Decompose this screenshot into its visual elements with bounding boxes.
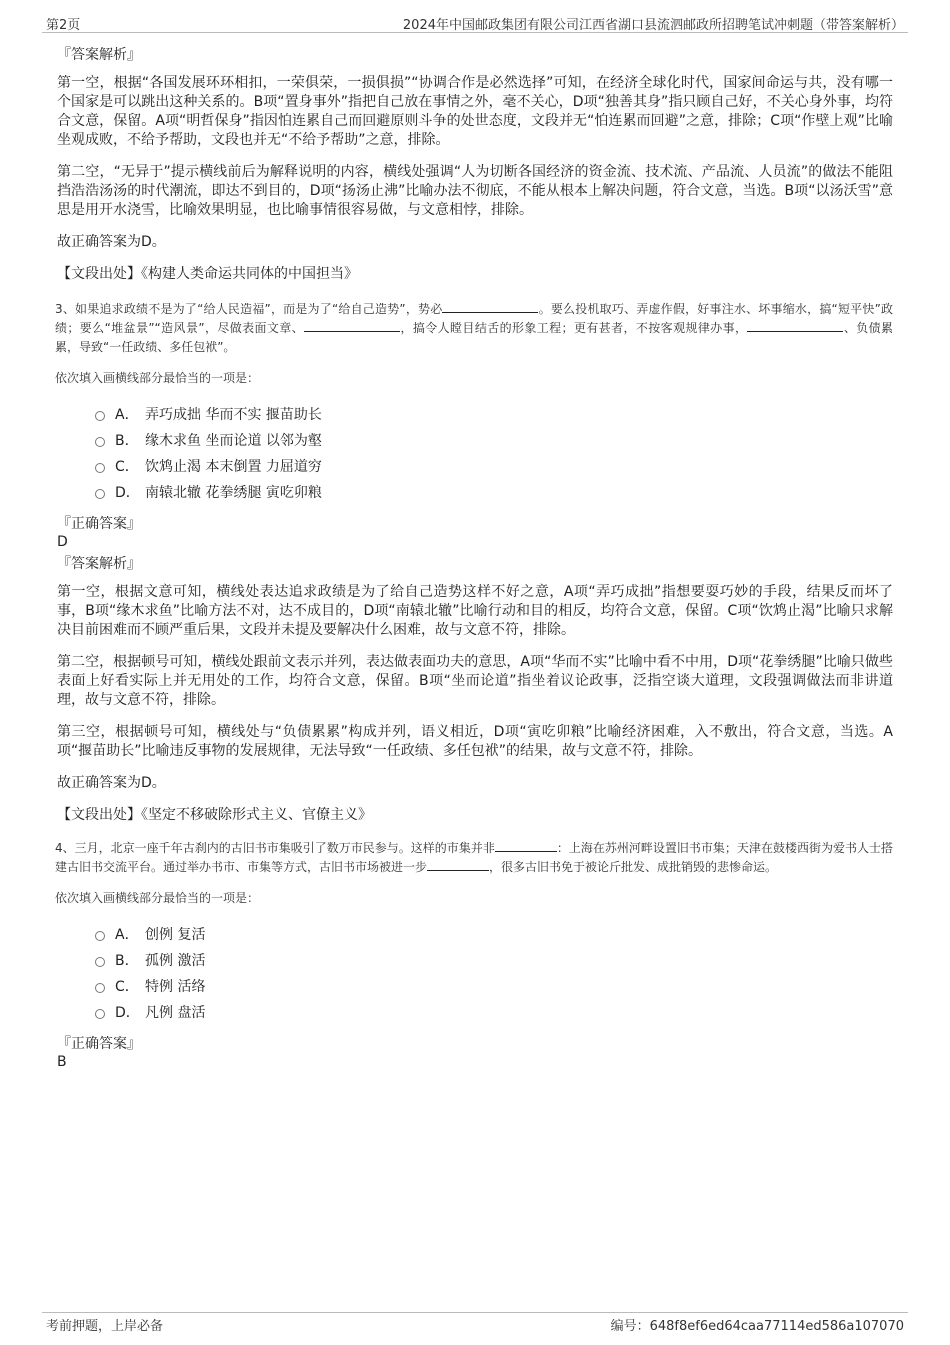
document-title: 2024年中国邮政集团有限公司江西省湖口县流泗邮政所招聘笔试冲刺题（带答案解析） bbox=[402, 18, 904, 33]
radio-icon[interactable] bbox=[95, 437, 105, 447]
analysis-paragraph: 第三空，根据顿号可知，横线处与“负债累累”构成并列，语义相近，D项“寅吃卯粮”比喻经济困难，入不敷出，符合文意，当选。A项“揠苗助长”比喻违反事物的发展规律，无法导致“一任政绩、多任包袱”的结果，故与文意不符，排除。 bbox=[57, 724, 893, 759]
blank-line bbox=[427, 858, 489, 871]
answer-analysis-label: 『答案解析』 bbox=[57, 47, 141, 63]
option-a[interactable]: A． 弄巧成拙 华而不实 揠苗助长 bbox=[95, 401, 893, 427]
option-b[interactable]: B． 缘木求鱼 坐而论道 以邻为壑 bbox=[95, 427, 893, 453]
option-b[interactable]: B． 孤例 激活 bbox=[95, 947, 893, 973]
blank-line bbox=[495, 839, 557, 852]
analysis-conclusion: 故正确答案为D。 bbox=[57, 234, 166, 250]
radio-icon[interactable] bbox=[95, 489, 105, 499]
analysis-conclusion: 故正确答案为D。 bbox=[57, 775, 166, 791]
page-number: 第2页 bbox=[46, 18, 81, 33]
footer-note: 考前押题，上岸必备 bbox=[46, 1319, 164, 1334]
passage-source: 【文段出处】《构建人类命运共同体的中国担当》 bbox=[57, 266, 358, 282]
option-d[interactable]: D． 凡例 盘活 bbox=[95, 999, 893, 1025]
analysis-paragraph: 第一空，根据文意可知，横线处表达追求政绩是为了给自己造势这样不好之意，A项“弄巧成拙”指想要耍巧妙的手段，结果反而坏了事，B项“缘木求鱼”比喻方法不对，达不成目的，D项“南辕北辙”比喻行动和目的相反，均符合文意，保留。C项“饮鸩止渴”比喻只求解决目前困难而不顾严重后果，文段并未提及要解决什么困难，故与文意不符，排除。 bbox=[57, 584, 893, 638]
passage-source: 【文段出处】《坚定不移破除形式主义、官僚主义》 bbox=[57, 807, 372, 823]
analysis-paragraph: 第一空，根据“各国发展环环相扣，一荣俱荣，一损俱损”“协调合作是必然选择”可知，在经济全球化时代，国家间命运与共，没有哪一个国家是可以跳出这种关系的。B项“置身事外”指把自己放在事情之外，毫不关心，D项“独善其身”指只顾自己好，不关心身外事，均符合文意，保留。A项“明哲保身”指因怕连累自己而回避原则斗争的处世态度，文段并无“怕连累而回避”之意，排除；C项“作壁上观”比喻坐观成败，不给予帮助，文段也并无“不给予帮助”之意，排除。 bbox=[57, 75, 893, 148]
option-c[interactable]: C． 饮鸩止渴 本末倒置 力屈道穷 bbox=[95, 453, 893, 479]
question-4-text: 4、三月，北京一座千年古刹内的古旧书市集吸引了数万市民参与。这样的市集并非 ：上海在苏州河畔设置旧书市集；天津在鼓楼西街为爱书人士搭建古旧书交流平台。通过举办书市、市集等方式，古旧书市场被进一步 ，很多古旧书免于被论斤批发、成批销毁的悲惨命运。 bbox=[55, 841, 893, 874]
option-c[interactable]: C． 特例 活络 bbox=[95, 973, 893, 999]
radio-icon[interactable] bbox=[95, 931, 105, 941]
correct-answer-label: 『正确答案』 bbox=[57, 516, 141, 532]
blank-line bbox=[442, 300, 538, 313]
radio-icon[interactable] bbox=[95, 463, 105, 473]
document-code: 编号：648f8ef6ed64caa77114ed586a107070 bbox=[610, 1319, 904, 1334]
question-4-options bbox=[57, 921, 893, 1025]
question-4-prompt: 依次填入画横线部分最恰当的一项是： bbox=[55, 891, 260, 905]
page-footer bbox=[42, 1312, 908, 1333]
correct-answer: D bbox=[57, 534, 68, 550]
analysis-paragraph: 第二空，根据顿号可知，横线处跟前文表示并列，表达做表面功夫的意思，A项“华而不实”比喻中看不中用，D项“花拳绣腿”比喻只做些表面上好看实际上并无用处的工作，均符合文意，保留。B项“坐而论道”指坐着议论政事，泛指空谈大道理，文段强调做法而非讲道理，故与文意不符，排除。 bbox=[57, 654, 893, 708]
blank-line bbox=[304, 319, 400, 332]
radio-icon[interactable] bbox=[95, 1009, 105, 1019]
option-a[interactable]: A． 创例 复活 bbox=[95, 921, 893, 947]
option-d[interactable]: D． 南辕北辙 花拳绣腿 寅吃卯粮 bbox=[95, 479, 893, 505]
radio-icon[interactable] bbox=[95, 957, 105, 967]
correct-answer-label: 『正确答案』 bbox=[57, 1036, 141, 1052]
question-3-options bbox=[57, 401, 893, 505]
answer-analysis-label: 『答案解析』 bbox=[57, 556, 141, 572]
analysis-paragraph: 第二空，“无异于”提示横线前后为解释说明的内容，横线处强调“人为切断各国经济的资金流、技术流、产品流、人员流”的做法不能阻挡浩浩汤汤的时代潮流，即达不到目的，D项“扬汤止沸”比喻办法不彻底，不能从根本上解决问题，符合文意，当选。B项“以汤沃雪”意思是用开水浇雪，比喻效果明显，也比喻事情很容易做，与文意相悖，排除。 bbox=[57, 164, 893, 218]
main-content bbox=[57, 46, 893, 1071]
correct-answer: B bbox=[57, 1054, 67, 1070]
radio-icon[interactable] bbox=[95, 411, 105, 421]
page-header bbox=[42, 12, 908, 33]
question-3-prompt: 依次填入画横线部分最恰当的一项是： bbox=[55, 371, 260, 385]
blank-line bbox=[747, 319, 843, 332]
radio-icon[interactable] bbox=[95, 983, 105, 993]
question-3-text: 3、如果追求政绩不是为了“给人民造福”，而是为了“给自己造势”，势必 。要么投机取巧、弄虚作假，好事注水、坏事缩水，搞“短平快”政绩；要么“堆盆景”“造风景”，尽做表面文章、 ，搞令人瞠目结舌的形象工程；更有甚者，不按客观规律办事， 、负债累累，导致“一任政绩、多任包袱”。 bbox=[55, 302, 893, 354]
